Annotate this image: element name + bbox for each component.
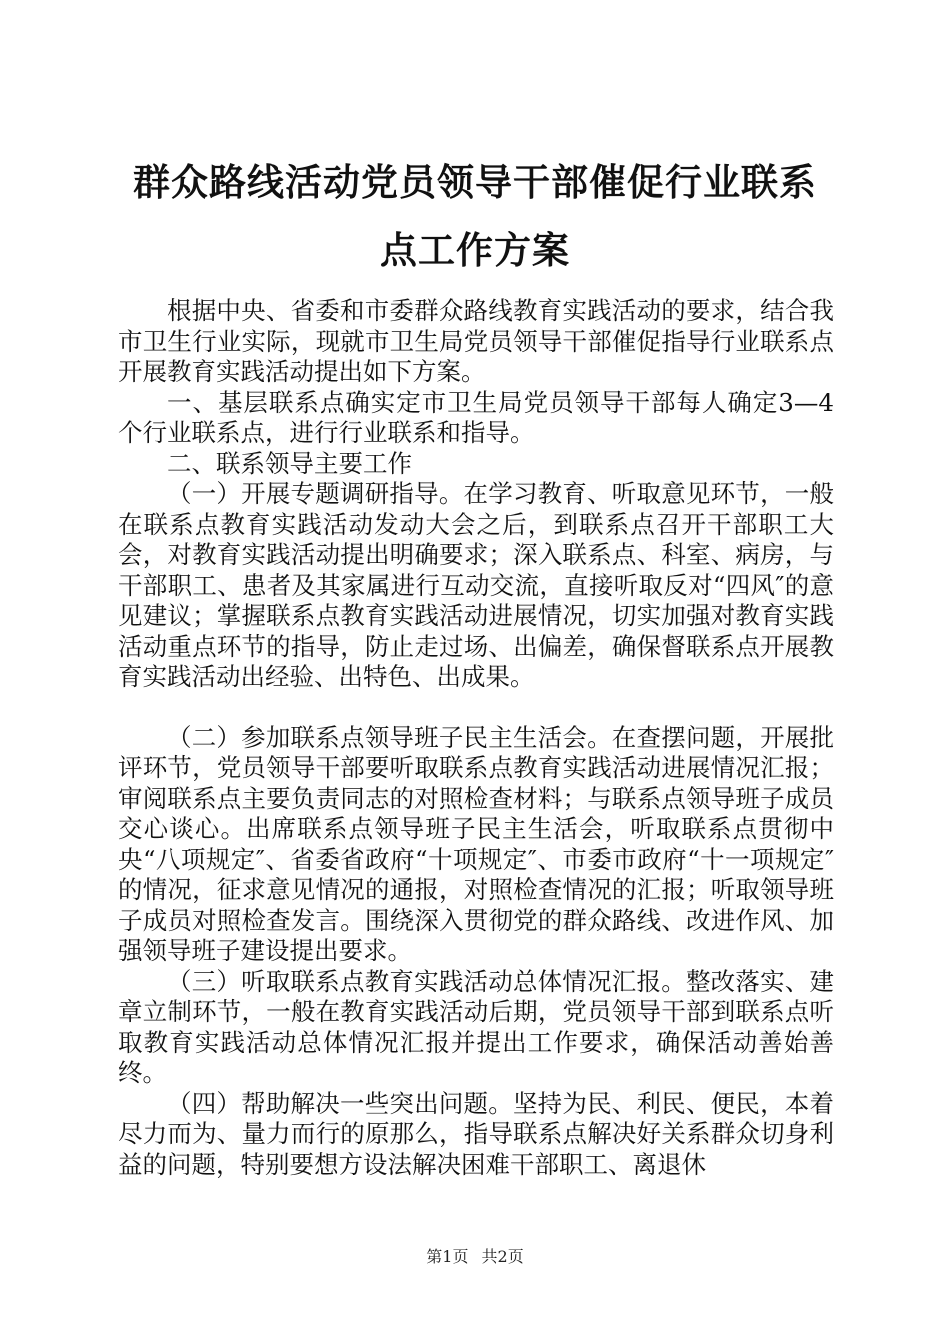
paragraph-section-2-heading: 二、联系领导主要工作 xyxy=(167,448,412,478)
document-body xyxy=(118,296,834,1180)
paragraph-item-3: （三）听取联系点教育实践活动总体情况汇报。整改落实、建章立制环节，一般在教育实践活动后期，党员领导干部到联系点听取教育实践活动总体情况汇报并提出工作要求，确保活动善始善终。 xyxy=(118,966,834,1087)
page-footer xyxy=(0,1244,950,1267)
paragraph-section-1: 一、基层联系点确实定市卫生局党员领导干部每人确定3—4个行业联系点，进行行业联系和指导。 xyxy=(118,387,834,447)
paragraph-item-4: （四）帮助解决一些突出问题。坚持为民、利民、便民，本着尽力而为、量力而行的原那么，指导联系点解决好关系群众切身利益的问题，特别要想方设法解决困难干部职工、离退休 xyxy=(118,1088,834,1179)
paragraph-item-2: （二）参加联系点领导班子民主生活会。在查摆问题，开展批评环节，党员领导干部要听取联系点教育实践活动进展情况汇报；审阅联系点主要负责同志的对照检查材料；与联系点领导班子成员交心谈心。出席联系点领导班子民主生活会，听取联系点贯彻中央“八项规定″、省委省政府“十项规定″、市委市政府“十一项规定″的情况，征求意见情况的通报，对照检查情况的汇报；听取领导班子成员对照检查发言。围绕深入贯彻党的群众路线、改进作风、加强领导班子建设提出要求。 xyxy=(118,722,834,965)
paragraph-item-1: （一）开展专题调研指导。在学习教育、听取意见环节，一般在联系点教育实践活动发动大会之后，到联系点召开干部职工大会，对教育实践活动提出明确要求；深入联系点、科室、病房，与干部职工、患者及其家属进行互动交流，直接听取反对“四风″的意见建议；掌握联系点教育实践活动进展情况，切实加强对教育实践活动重点环节的指导，防止走过场、出偏差，确保督联系点开展教育实践活动出经验、出特色、出成果。 xyxy=(118,479,834,691)
paragraph-intro: 根据中央、省委和市委群众路线教育实践活动的要求，结合我市卫生行业实际，现就市卫生局党员领导干部催促指导行业联系点开展教育实践活动提出如下方案。 xyxy=(118,296,834,386)
document-title: 群众路线活动党员领导干部催促行业联系点工作方案 xyxy=(133,160,817,272)
page-number: 第1页 xyxy=(426,1247,469,1266)
page-total: 共2页 xyxy=(481,1247,524,1266)
